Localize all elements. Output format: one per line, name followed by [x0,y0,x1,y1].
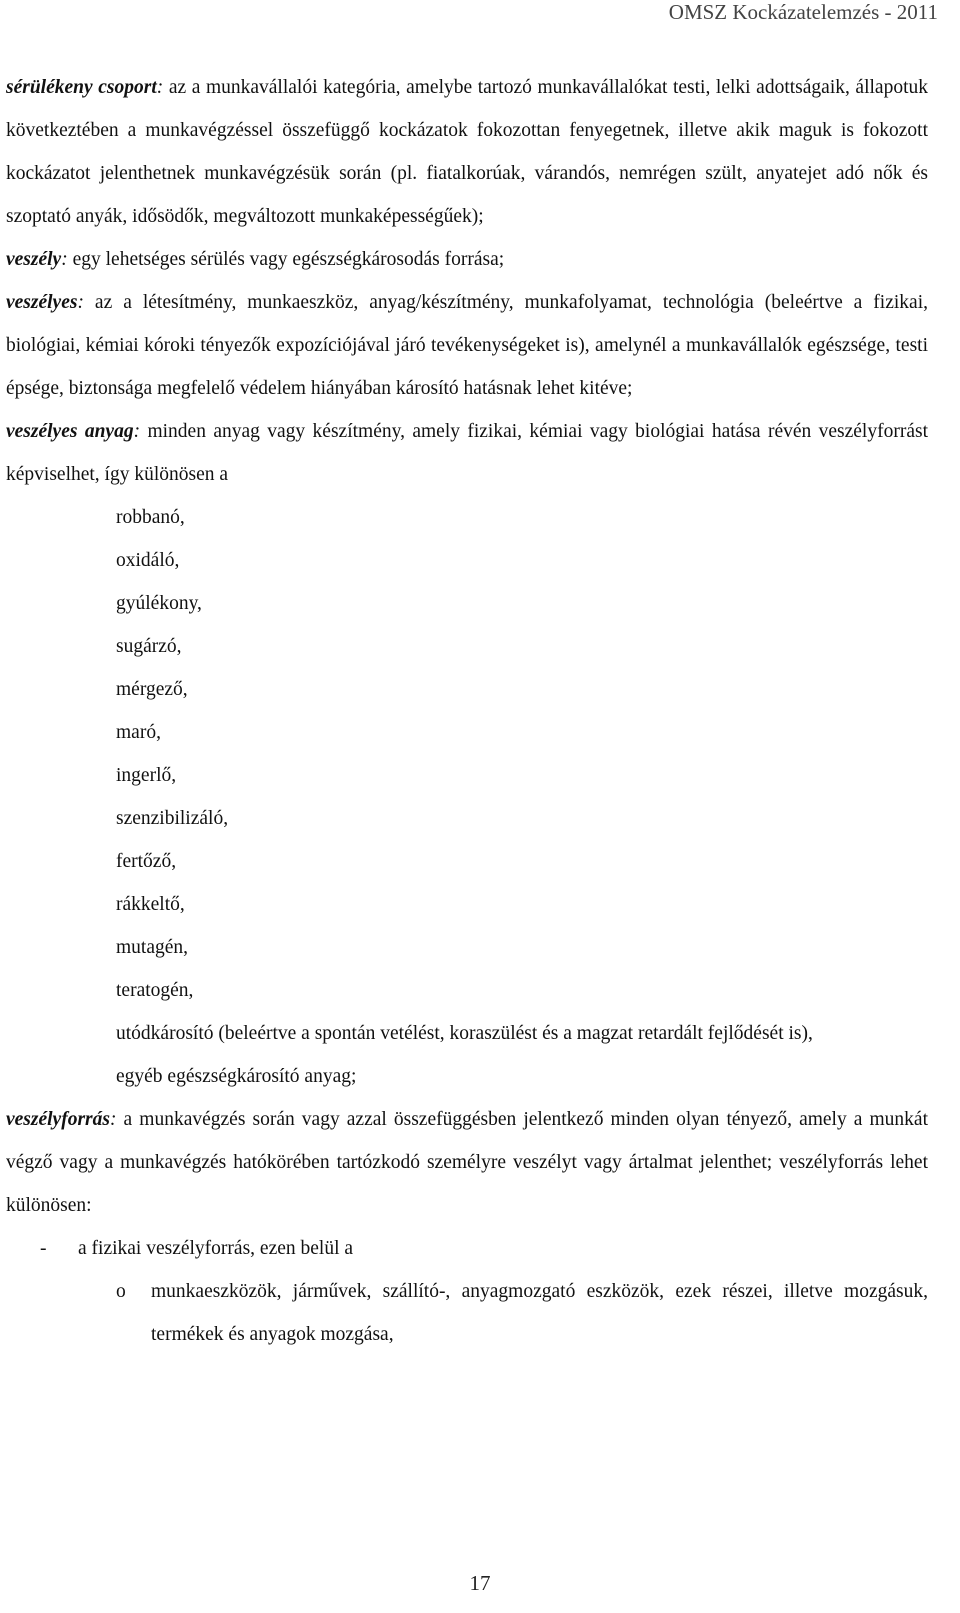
definition-text: minden anyag vagy készítmény, amely fizikai, kémiai vagy biológiai hatása révén veszélyforrást képviselhet, így különösen a [6,421,928,485]
dash-list-item [6,1227,928,1270]
list-item: teratogén, [116,980,194,1001]
definition-veszelyes: veszélyes: az a létesítmény, munkaeszköz, anyag/készítmény, munkafolyamat, technológia (beleértve a fizikai, biológiai, kémiai kóroki tényezők expozíciójával járó tevékenységeket is), amelynél a munkavállalók egészsége, testi épsége, biztonsága megfelelő védelem hiányában károsító hatásnak lehet kitéve; [6,292,928,399]
list-item: fertőző, [116,851,177,872]
list-item: szenzibilizáló, [116,808,229,829]
definition-term: sérülékeny csoport [6,77,157,98]
list-item: maró, [116,722,161,743]
definition-veszely: veszély: egy lehetséges sérülés vagy egészségkárosodás forrása; [6,249,505,270]
page-number: 17 [469,1571,491,1595]
definition-term: veszélyes anyag [6,421,134,442]
definition-serulekeny-csoport: sérülékeny csoport: az a munkavállalói kategória, amelybe tartozó munkavállalókat testi, lelki adottságaik, állapotuk következtében a munkavégzéssel összefüggő kockázatok fokozottan fenyegetnek, illetve akik maguk is fokozott kockázatot jelenthetnek munkavégzésük során (pl. fiatalkorúak, várandós, nemrégen szült, anyatejet adó nők és szoptató anyák, idősödők, megváltozott munkaképességűek); [6,77,928,227]
definition-text: az a munkavállalói kategória, amelybe tartozó munkavállalókat testi, lelki adottságaik, állapotuk következtében a munkavégzéssel összefüggő kockázatok fokozottan fenyegetnek, illetve akik maguk is fokozott kockázatot jelenthetnek munkavégzésük során (pl. fiatalkorúak, várandós, nemrégen szült, anyatejet adó nők és szoptató anyák, idősödők, megváltozott munkaképességűek); [6,77,928,227]
definition-veszelyforras: veszélyforrás: a munkavégzés során vagy azzal összefüggésben jelentkező minden olyan tényező, amely a munkát végző vagy a munkavégzés hatókörében tartózkodó személyre veszélyt vagy ártalmat jelenthet; veszélyforrás lehet különösen: [6,1109,928,1216]
definition-text: az a létesítmény, munkaeszköz, anyag/készítmény, munkafolyamat, technológia (beleértve a fizikai, biológiai, kémiai kóroki tényezők expozíciójával járó tevékenységeket is), amelynél a munkavállalók egészsége, testi épsége, biztonsága megfelelő védelem hiányában károsító hatásnak lehet kitéve; [6,292,928,399]
list-item: mérgező, [116,679,188,700]
definition-term: veszély [6,249,62,270]
definition-term: veszélyforrás [6,1109,110,1130]
definition-text: a munkavégzés során vagy azzal összefüggésben jelentkező minden olyan tényező, amely a munkát végző vagy a munkavégzés hatókörében tartózkodó személyre veszélyt vagy ártalmat jelenthet; veszélyforrás lehet különösen: [6,1109,928,1216]
definition-term: veszélyes [6,292,78,313]
running-header: OMSZ Kockázatelemzés - 2011 [668,0,938,24]
dash-item-text: a fizikai veszélyforrás, ezen belül a [78,1238,354,1259]
sub-item-text: munkaeszközök, járművek, szállító-, anyagmozgató eszközök, ezek részei, illetve mozgásuk, termékek és anyagok mozgása, [151,1281,928,1345]
sub-list-item [6,1270,928,1356]
list-item: utódkárosító (beleértve a spontán vetélést, koraszülést és a magzat retardált fejlődését is), [116,1023,813,1044]
definition-veszelyes-anyag: veszélyes anyag: minden anyag vagy készítmény, amely fizikai, kémiai vagy biológiai hatása révén veszélyforrást képviselhet, így különösen a [6,421,928,485]
list-item: gyúlékony, [116,593,202,614]
definition-text: egy lehetséges sérülés vagy egészségkárosodás forrása; [67,249,505,270]
circle-bullet: o [116,1281,126,1302]
list-item: mutagén, [116,937,189,958]
dash-bullet: - [40,1238,47,1259]
list-item: ingerlő, [116,765,177,786]
list-item: robbanó, [116,507,185,528]
substance-list [6,496,928,1098]
list-item: oxidáló, [116,550,180,571]
list-item: sugárzó, [116,636,182,657]
document-body [6,66,928,1356]
list-item: egyéb egészségkárosító anyag; [116,1066,357,1087]
list-item: rákkeltő, [116,894,185,915]
